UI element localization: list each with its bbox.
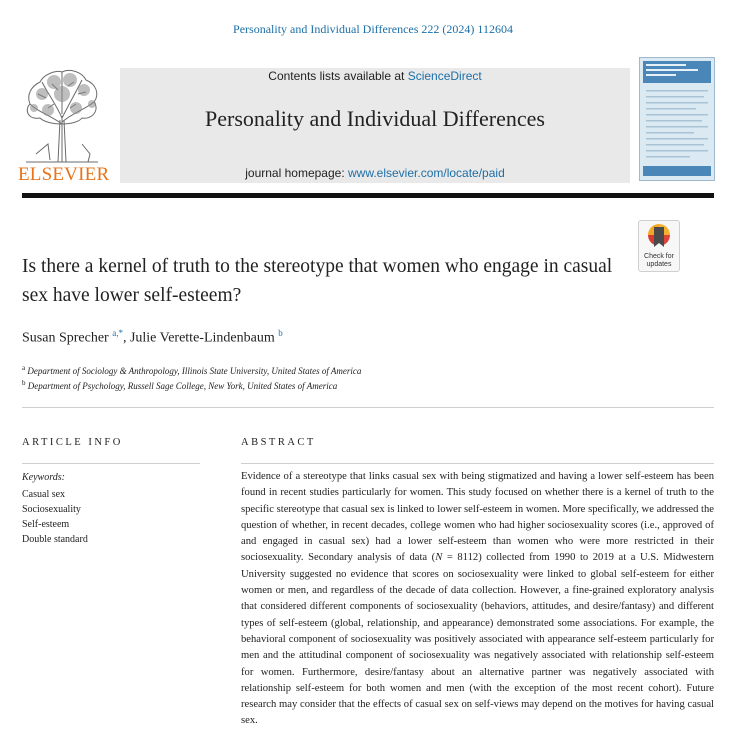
crossmark-label: Check for updates [644,253,674,268]
affiliation-text: Department of Psychology, Russell Sage College, New York, United States of America [27,381,338,391]
header-divider [22,193,714,198]
contents-prefix: Contents lists available at [268,69,408,83]
journal-cover-thumbnail[interactable] [639,57,715,181]
sample-size-symbol: N [435,552,443,564]
crossmark-icon [639,221,679,253]
abstract-heading: ABSTRACT [241,437,316,448]
homepage-prefix: journal homepage: [245,166,348,180]
affiliation [22,364,361,376]
keyword-item: Double standard [22,534,88,545]
journal-title[interactable]: Personality and Individual Differences [205,106,545,131]
abstract-text-part: Evidence of a stereotype that links casual sex with being stigmatized and having a lower self-esteem has been found in recent studies particularly for women. This study focused on whether there is a kernel of truth to the specific stereotype that casual sex is linked to lower self-esteem in women. More specifically, we addressed the question of whether, in recent decades, college women who had higher sociosexuality scores (i.e., approved of and engaged in casual sex) had a lower self-esteem than women who were more restricted in their sociosexuality. Secondary analysis of data ( [241,471,714,564]
abstract-divider [241,463,714,464]
affiliation [22,379,337,391]
journal-citation[interactable]: Personality and Individual Differences 222 (2024) 112604 [233,22,513,36]
article-info-divider [22,463,200,464]
author-separator: , [122,330,130,346]
homepage-line [120,166,630,180]
keyword-item: Sociosexuality [22,504,81,515]
author-affiliation-marks[interactable]: b [278,328,283,338]
section-divider [22,407,714,408]
contents-line [120,69,630,83]
author-name[interactable]: Susan Sprecher [22,330,109,346]
keywords-label: Keywords: [22,472,65,483]
author-name[interactable]: Julie Verette-Lindenbaum [129,330,275,346]
sciencedirect-link[interactable]: ScienceDirect [407,69,482,83]
elsevier-wordmark: ELSEVIER [18,164,110,185]
abstract-text [241,469,714,730]
sample-size-value: = 8112 [442,552,479,564]
article-title: Is there a kernel of truth to the stereotype that women who engage in casual sex have lower self-esteem? [22,256,613,306]
article-info-heading: ARTICLE INFO [22,437,123,448]
abstract-text-part: ) collected from 1990 to 2019 at a U.S. Midwestern University suggested no evidence that scores on sociosexuality were linked to global self-esteem for either women or men, and regardless of the decade of data collection. However, a fine-grained exploratory analysis that considered different components of sociosexuality (behaviors, attitudes, and desire/fantasy) and different types of self-esteem (global, relationship, and appearance) demonstrated some associations. For example, the behavioral component of sociosexuality was positively associated with appearance self-esteem particularly for men and the attitudinal component of sociosexuality was negatively associated with relationship self-esteem for women. Furthermore, desire/fantasy about an alternative partner was negatively associated with relationship self-esteem for both women and men (with the exception of the most recent cohort). Future research may consider that the effects of casual sex on self-views may depend on the motives for having casual sex. [241,552,714,727]
keywords-list [22,487,88,547]
journal-homepage-link[interactable]: www.elsevier.com/locate/paid [348,166,505,180]
author-affiliation-marks[interactable]: a,* [112,328,123,338]
keyword-item: Casual sex [22,489,66,500]
affiliation-mark: b [22,379,26,387]
affiliation-text: Department of Sociology & Anthropology, Illinois State University, United States of America [27,366,362,376]
keyword-item: Self-esteem [22,519,70,530]
affiliation-mark: a [22,364,26,372]
check-for-updates-button[interactable] [638,220,680,272]
author-list [22,328,283,347]
